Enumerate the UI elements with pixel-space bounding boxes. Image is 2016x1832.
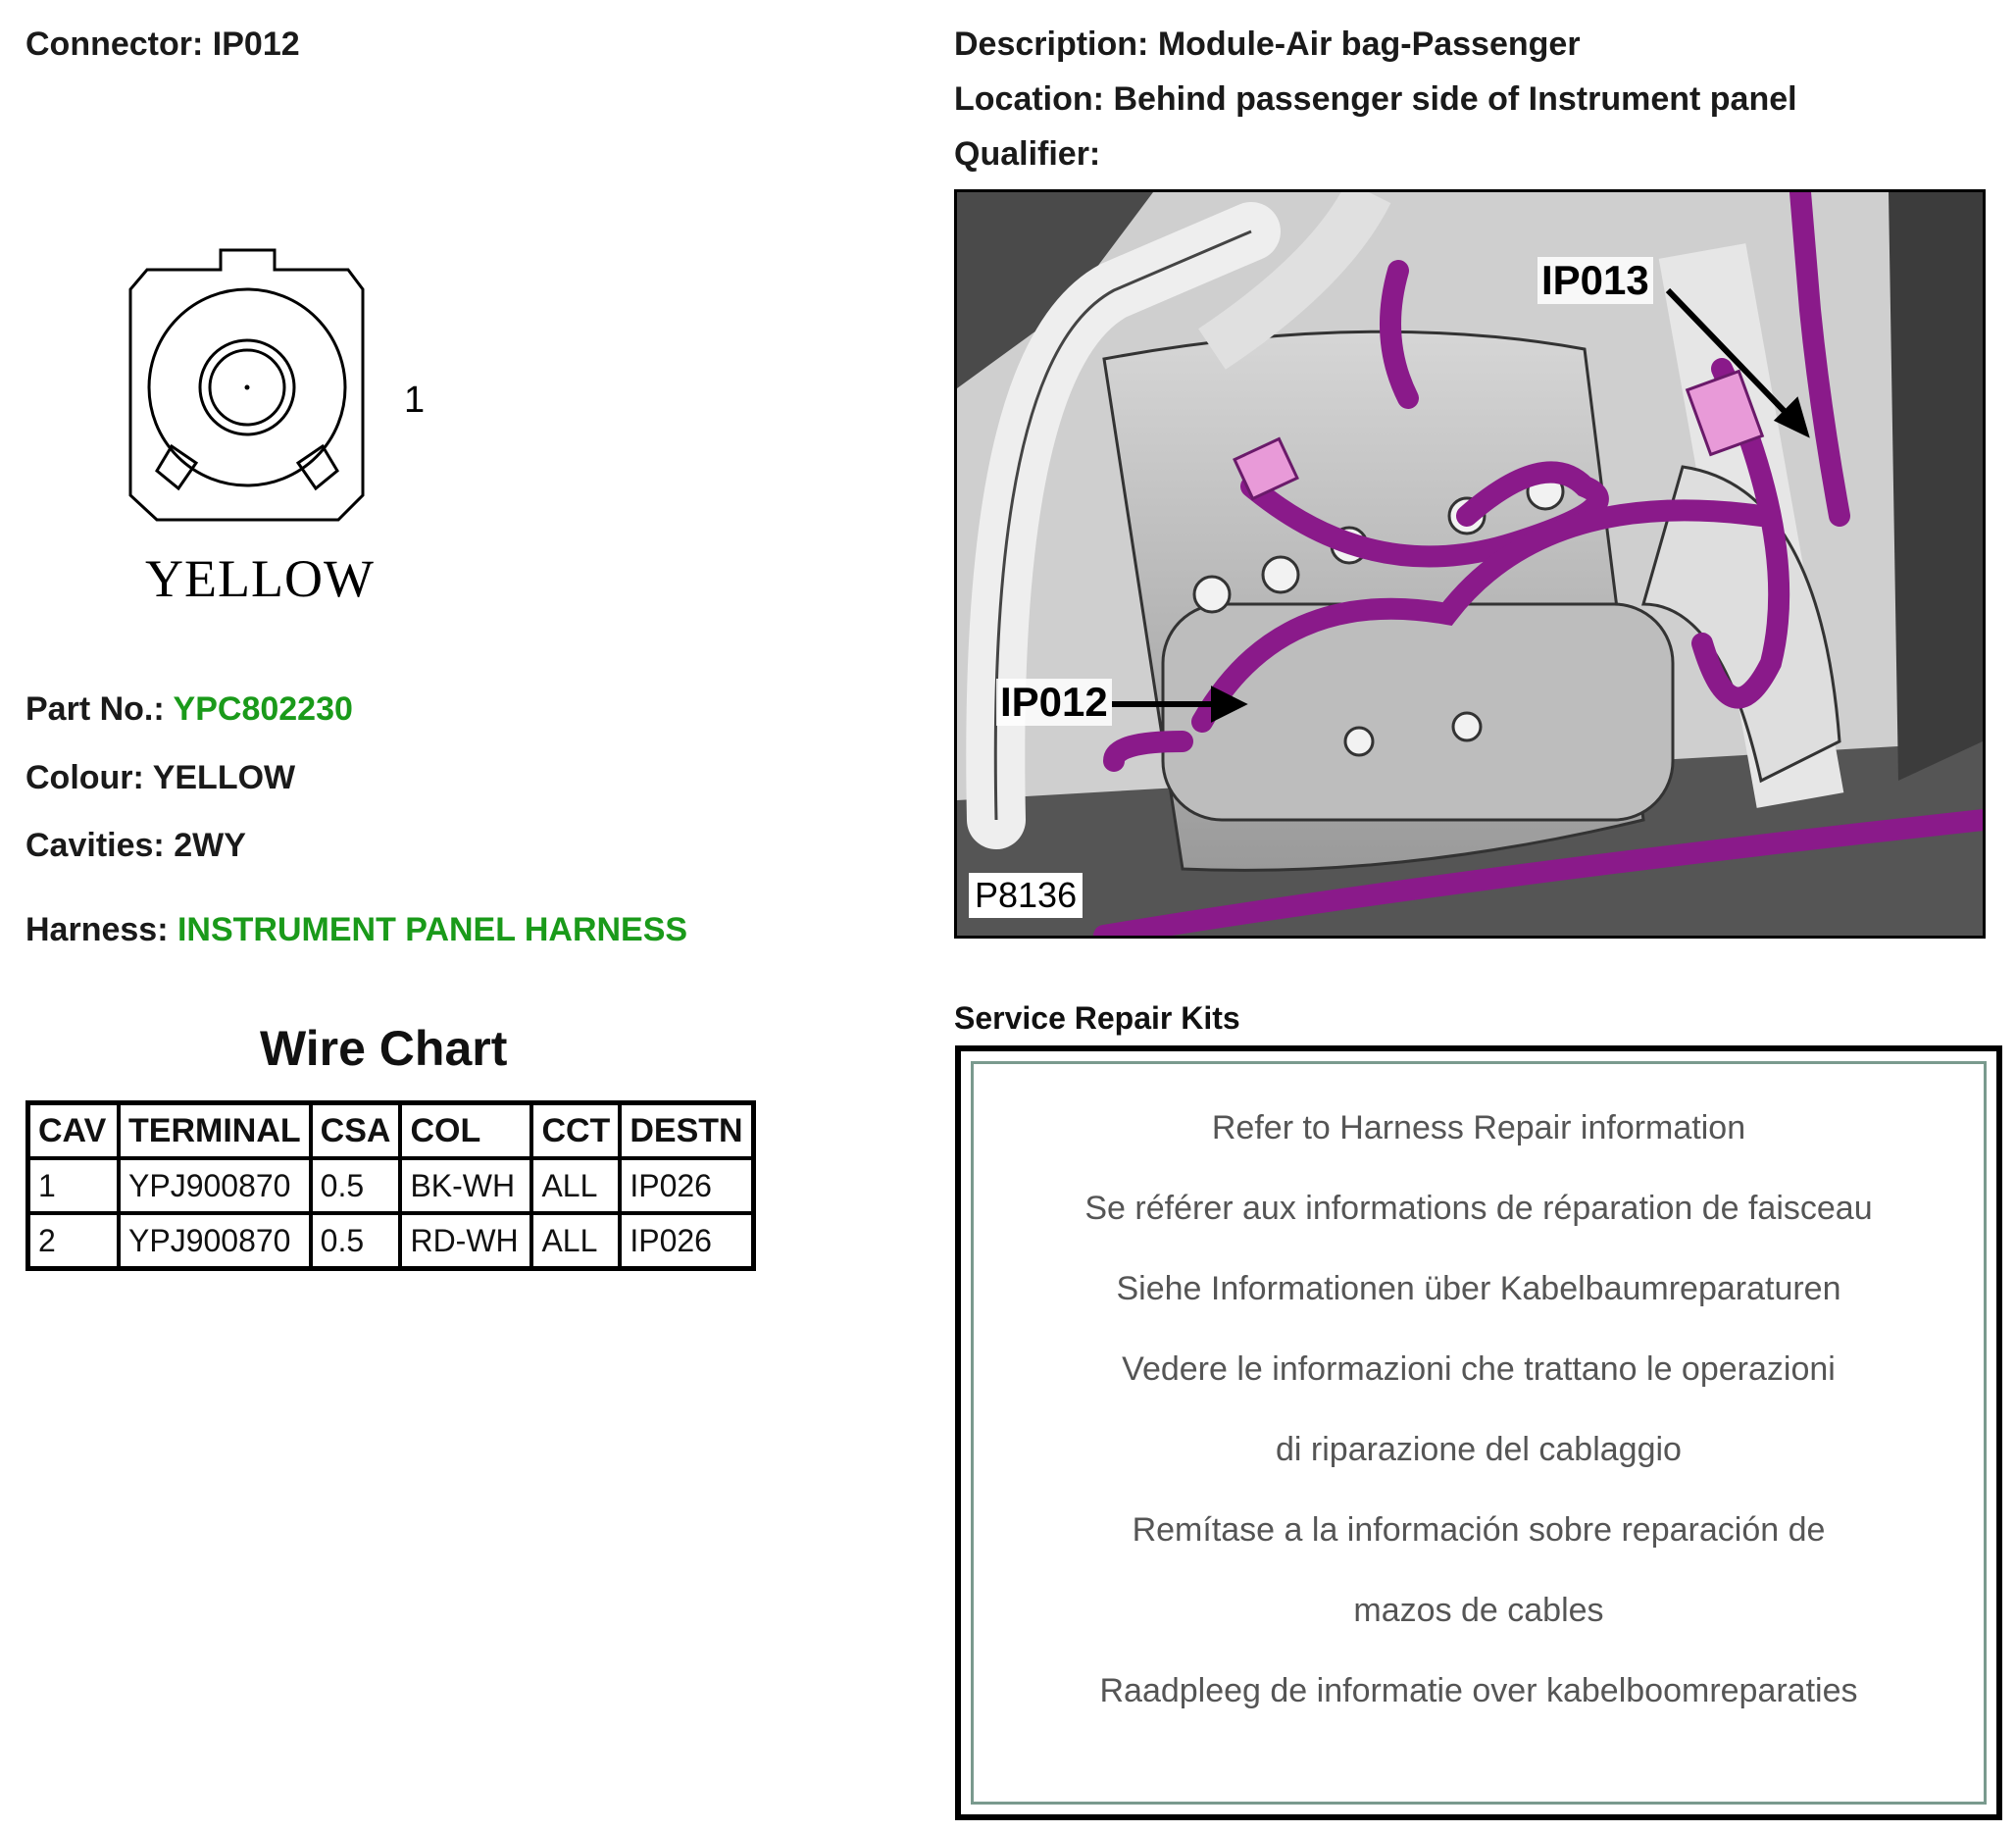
qualifier-label: Qualifier: — [954, 135, 1101, 173]
cell-csa: 0.5 — [311, 1158, 401, 1213]
cell-destn: IP026 — [620, 1213, 753, 1269]
part-no-label: Part No.: — [25, 690, 165, 728]
connector-field — [25, 25, 300, 64]
service-repair-kits-box — [955, 1045, 2002, 1820]
location-value: Behind passenger side of Instrument panel — [1113, 80, 1797, 118]
col-header-cct: CCT — [531, 1103, 620, 1159]
cell-col: BK-WH — [400, 1158, 531, 1213]
part-no-field — [25, 690, 353, 729]
service-repair-kits-title: Service Repair Kits — [954, 1000, 1240, 1036]
part-no-link[interactable]: YPC802230 — [173, 690, 353, 728]
connector-colour-label: YELLOW — [145, 549, 375, 608]
dashboard-illustration-icon — [957, 192, 1983, 936]
photo-reference-id: P8136 — [969, 873, 1083, 918]
harness-field — [25, 911, 687, 949]
wire-chart-header-row — [28, 1103, 754, 1159]
connector-outline-icon — [118, 235, 529, 628]
location-label: Location: — [954, 80, 1104, 118]
kit-line-es-1: Remítase a la información sobre reparación de — [1132, 1511, 1826, 1549]
kit-line-de: Siehe Informationen über Kabelbaumreparaturen — [1116, 1270, 1841, 1307]
wire-chart-title: Wire Chart — [260, 1021, 508, 1076]
kit-line-nl: Raadpleeg de informatie over kabelboomreparaties — [1099, 1672, 1858, 1709]
col-header-col: COL — [400, 1103, 531, 1159]
cell-csa: 0.5 — [311, 1213, 401, 1269]
description-value: Module-Air bag-Passenger — [1157, 25, 1581, 63]
cell-cav: 2 — [28, 1213, 120, 1269]
connector-label: Connector: — [25, 25, 204, 63]
service-repair-kits-inner — [971, 1061, 1987, 1805]
col-header-cav: CAV — [28, 1103, 120, 1159]
kit-line-es-2: mazos de cables — [1353, 1592, 1604, 1629]
col-header-terminal: TERMINAL — [119, 1103, 311, 1159]
colour-value: YELLOW — [152, 759, 296, 796]
kit-line-it-1: Vedere le informazioni che trattano le operazioni — [1122, 1350, 1836, 1388]
cell-terminal: YPJ900870 — [119, 1213, 311, 1269]
location-field — [954, 80, 1797, 119]
table-row — [28, 1213, 754, 1269]
cavities-label: Cavities: — [25, 827, 165, 864]
description-field — [954, 25, 1581, 64]
cavities-value: 2WY — [174, 827, 246, 864]
colour-field — [25, 759, 295, 797]
cell-col: RD-WH — [400, 1213, 531, 1269]
description-label: Description: — [954, 25, 1149, 63]
harness-label: Harness: — [25, 911, 169, 948]
cavities-field — [25, 827, 246, 865]
cell-destn: IP026 — [620, 1158, 753, 1213]
location-photo — [954, 189, 1986, 939]
wire-chart-table — [25, 1100, 756, 1271]
col-header-csa: CSA — [311, 1103, 401, 1159]
colour-label: Colour: — [25, 759, 144, 796]
harness-link[interactable]: INSTRUMENT PANEL HARNESS — [176, 911, 688, 948]
kit-line-it-2: di riparazione del cablaggio — [1276, 1431, 1682, 1468]
connector-face-diagram — [118, 235, 529, 628]
col-header-destn: DESTN — [620, 1103, 753, 1159]
kit-line-fr: Se référer aux informations de réparation de faisceau — [1084, 1190, 1873, 1227]
table-row — [28, 1158, 754, 1213]
cell-cct: ALL — [531, 1213, 620, 1269]
cell-cct: ALL — [531, 1158, 620, 1213]
qualifier-field — [954, 135, 1100, 174]
kit-line-en: Refer to Harness Repair information — [1211, 1109, 1746, 1146]
pin-1-label: 1 — [404, 380, 426, 421]
connector-value: IP012 — [212, 25, 300, 63]
cell-cav: 1 — [28, 1158, 120, 1213]
cell-terminal: YPJ900870 — [119, 1158, 311, 1213]
callout-ip012: IP012 — [996, 679, 1112, 726]
callout-ip013: IP013 — [1537, 257, 1653, 304]
